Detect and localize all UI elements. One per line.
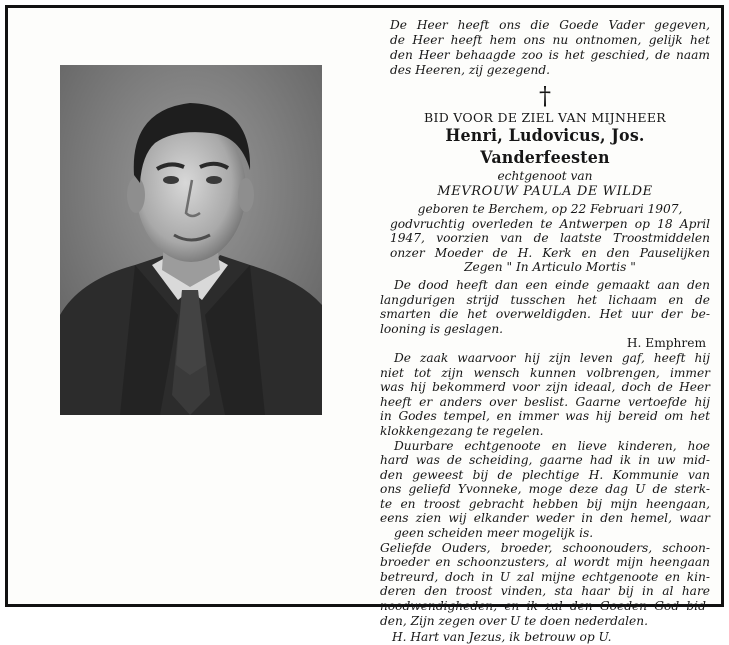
memorial-text: [380, 18, 710, 645]
closing-prayer: H. Hart van Jezus, ik betrouw op U.: [392, 630, 612, 645]
text-line: langdurigen strijd tusschen het lichaam en de: [380, 292, 710, 307]
birth-line: geboren te Berchem, op 22 Februari 1907,: [417, 202, 683, 216]
paragraph-ideal: [380, 351, 710, 439]
birth-line: 1947, voorzien van de laatste Troostmiddelen: [390, 231, 710, 246]
portrait-photo: [60, 65, 322, 415]
paragraph-family: [380, 439, 710, 541]
text-line: eens zien wij elkander weder in den hemel, waar: [380, 511, 710, 526]
text-line: den, Zijn zegen over U te doen nederdalen.: [380, 613, 648, 628]
verse-line: den Heer behaagde zoo is het geschied, de naam: [390, 48, 710, 62]
paragraph-death: [380, 278, 710, 336]
birth-line: godvruchtig overleden te Antwerpen op 18 April: [390, 216, 710, 231]
opening-verse: [380, 18, 710, 78]
portrait-photo-icon: [60, 65, 322, 415]
text-line: broeder en schoonzusters, al wordt mijn heengaan: [380, 555, 710, 570]
text-line: deren den troost vinden, sta haar bij in al hare: [380, 584, 710, 599]
birth-line: onzer Moeder de H. Kerk en den Pauselijken: [390, 245, 710, 260]
prayer-heading: BID VOOR DE ZIEL VAN MIJNHEER: [423, 110, 666, 125]
text-line: was hij bekommerd voor zijn ideaal, doch de Heer: [380, 380, 710, 395]
spouse-name: MEVROUW PAULA DE WILDE: [437, 184, 653, 199]
spouse-label: echtgenoot van: [497, 169, 593, 183]
text-line: geen scheiden meer mogelijk is.: [394, 526, 594, 541]
text-line: te en troost gebracht hebben bij mijn heengaan,: [380, 496, 710, 511]
text-line: hard was de scheiding, gaarne had ik in uw mid-: [380, 453, 710, 468]
paragraph-relatives: [380, 541, 710, 629]
text-line: Geliefde Ouders, broeder, schoonouders, schoon-: [380, 540, 710, 555]
memorial-card-frame: [5, 5, 724, 645]
birth-line: Zegen " In Articulo Mortis ": [464, 260, 636, 275]
verse-line: des Heeren, zij gezegend.: [390, 63, 550, 77]
text-line: smarten die het overweldigden. Het uur der be-: [380, 307, 710, 322]
text-line: ons geliefd Yvonneke, moge deze dag U de sterk-: [380, 482, 710, 497]
text-line: De dood heeft dan een einde gemaakt aan den: [394, 277, 710, 292]
text-line: noodwendigheden, en ik zal den Goeden God bid-: [380, 599, 710, 614]
text-line: Duurbare echtgenoote en lieve kinderen, hoe: [394, 438, 710, 453]
text-line: klokkengezang te regelen.: [380, 423, 544, 438]
text-line: betreurd, doch in U zal mijne echtgenoote en kin-: [380, 569, 710, 584]
cross-icon: †: [539, 82, 551, 110]
deceased-name: Henri, Ludovicus, Jos. Vanderfeesten: [445, 126, 645, 167]
text-line: De zaak waarvoor hij zijn leven gaf, heeft hij: [394, 350, 710, 365]
text-line: in Godes tempel, en immer was hij bereid om het: [380, 409, 710, 424]
quote-signature: H. Emphrem: [626, 336, 706, 351]
text-line: looning is geslagen.: [380, 321, 504, 336]
verse-line: De Heer heeft ons die Goede Vader gegeven,: [390, 18, 710, 32]
text-line: heeft er anders over beslist. Gaarne vertoefde hij: [380, 394, 710, 409]
verse-line: de Heer heeft hem ons nu ontnomen, gelijk het: [390, 33, 710, 47]
text-line: den geweest bij de plechtige H. Kommunie van: [380, 467, 710, 482]
text-line: niet tot zijn wensch kunnen volbrengen, immer: [380, 365, 710, 380]
birth-death-details: [380, 202, 710, 275]
